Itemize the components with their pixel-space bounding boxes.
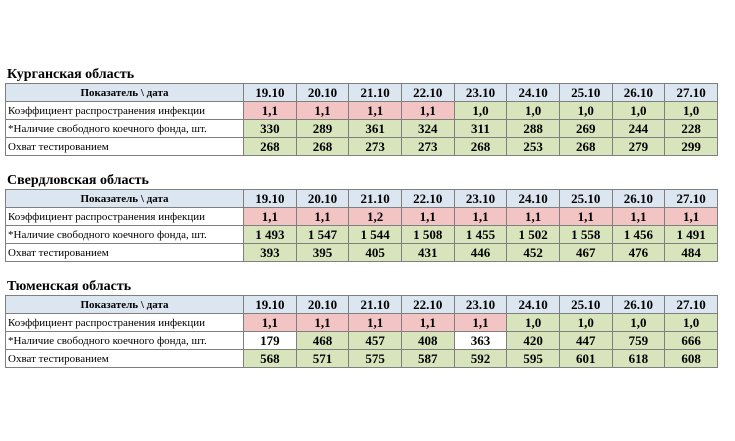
coef-row <box>6 314 718 332</box>
region-title: Тюменская область <box>7 279 132 294</box>
tests-cell: 467 <box>559 244 612 262</box>
tests-cell: 273 <box>401 138 454 156</box>
region-table <box>5 295 718 368</box>
date-cell: 21.10 <box>349 190 402 208</box>
coef-cell: 1,1 <box>401 208 454 226</box>
beds-cell: 244 <box>612 120 665 138</box>
tests-cell: 452 <box>507 244 560 262</box>
date-cell: 23.10 <box>454 296 507 314</box>
beds-cell: 361 <box>349 120 402 138</box>
tests-row <box>6 138 718 156</box>
coef-cell: 1,0 <box>454 102 507 120</box>
coef-cell: 1,1 <box>244 102 297 120</box>
row-label: *Наличие свободного коечного фонда, шт. <box>6 226 244 244</box>
beds-cell: 269 <box>559 120 612 138</box>
beds-cell: 179 <box>244 332 297 350</box>
beds-cell: 666 <box>665 332 718 350</box>
coef-cell: 1,1 <box>454 208 507 226</box>
coef-cell: 1,0 <box>612 102 665 120</box>
beds-cell: 330 <box>244 120 297 138</box>
date-cell: 27.10 <box>665 84 718 102</box>
region-block-2 <box>5 278 718 368</box>
coef-cell: 1,0 <box>507 314 560 332</box>
coef-cell: 1,1 <box>612 208 665 226</box>
beds-cell: 457 <box>349 332 402 350</box>
row-label: Коэффициент распространения инфекции <box>6 314 244 332</box>
coef-cell: 1,2 <box>349 208 402 226</box>
header-label: Показатель \ дата <box>6 190 244 208</box>
beds-cell: 1 544 <box>349 226 402 244</box>
beds-cell: 468 <box>296 332 349 350</box>
date-cell: 22.10 <box>401 296 454 314</box>
date-cell: 19.10 <box>244 296 297 314</box>
coef-cell: 1,1 <box>401 102 454 120</box>
date-cell: 20.10 <box>296 190 349 208</box>
coef-cell: 1,0 <box>665 102 718 120</box>
header-row <box>6 84 718 102</box>
beds-cell: 420 <box>507 332 560 350</box>
tests-cell: 595 <box>507 350 560 368</box>
header-row <box>6 190 718 208</box>
date-cell: 22.10 <box>401 84 454 102</box>
tests-cell: 592 <box>454 350 507 368</box>
tests-cell: 393 <box>244 244 297 262</box>
beds-cell: 363 <box>454 332 507 350</box>
beds-cell: 1 508 <box>401 226 454 244</box>
date-cell: 19.10 <box>244 84 297 102</box>
tests-cell: 395 <box>296 244 349 262</box>
beds-row <box>6 226 718 244</box>
coef-cell: 1,1 <box>296 314 349 332</box>
date-cell: 20.10 <box>296 296 349 314</box>
tests-row <box>6 350 718 368</box>
row-label: Охват тестированием <box>6 138 244 156</box>
row-label: Коэффициент распространения инфекции <box>6 208 244 226</box>
tests-cell: 405 <box>349 244 402 262</box>
header-row <box>6 296 718 314</box>
date-cell: 27.10 <box>665 296 718 314</box>
tests-cell: 608 <box>665 350 718 368</box>
date-cell: 20.10 <box>296 84 349 102</box>
beds-cell: 311 <box>454 120 507 138</box>
date-cell: 26.10 <box>612 190 665 208</box>
date-cell: 23.10 <box>454 84 507 102</box>
date-cell: 25.10 <box>559 190 612 208</box>
header-label: Показатель \ дата <box>6 296 244 314</box>
coef-cell: 1,1 <box>507 208 560 226</box>
coef-cell: 1,0 <box>559 314 612 332</box>
beds-row <box>6 332 718 350</box>
beds-row <box>6 120 718 138</box>
row-label: Охват тестированием <box>6 350 244 368</box>
tests-cell: 268 <box>559 138 612 156</box>
beds-cell: 1 558 <box>559 226 612 244</box>
beds-cell: 1 493 <box>244 226 297 244</box>
tests-cell: 587 <box>401 350 454 368</box>
tests-cell: 279 <box>612 138 665 156</box>
tests-cell: 446 <box>454 244 507 262</box>
beds-cell: 447 <box>559 332 612 350</box>
beds-cell: 1 456 <box>612 226 665 244</box>
coef-cell: 1,1 <box>296 102 349 120</box>
coef-cell: 1,1 <box>401 314 454 332</box>
beds-cell: 1 491 <box>665 226 718 244</box>
tests-cell: 571 <box>296 350 349 368</box>
tests-cell: 299 <box>665 138 718 156</box>
coef-cell: 1,1 <box>665 208 718 226</box>
date-cell: 24.10 <box>507 190 560 208</box>
date-cell: 24.10 <box>507 84 560 102</box>
coef-cell: 1,0 <box>665 314 718 332</box>
tests-cell: 568 <box>244 350 297 368</box>
date-cell: 21.10 <box>349 84 402 102</box>
region-title: Свердловская область <box>7 173 149 188</box>
date-cell: 27.10 <box>665 190 718 208</box>
coef-cell: 1,1 <box>454 314 507 332</box>
tests-cell: 476 <box>612 244 665 262</box>
beds-cell: 288 <box>507 120 560 138</box>
beds-cell: 324 <box>401 120 454 138</box>
beds-cell: 289 <box>296 120 349 138</box>
date-cell: 26.10 <box>612 84 665 102</box>
tests-cell: 253 <box>507 138 560 156</box>
tests-cell: 484 <box>665 244 718 262</box>
row-label: *Наличие свободного коечного фонда, шт. <box>6 332 244 350</box>
tests-cell: 273 <box>349 138 402 156</box>
tests-row <box>6 244 718 262</box>
region-table <box>5 83 718 156</box>
tests-cell: 431 <box>401 244 454 262</box>
row-label: *Наличие свободного коечного фонда, шт. <box>6 120 244 138</box>
beds-cell: 759 <box>612 332 665 350</box>
date-cell: 25.10 <box>559 84 612 102</box>
beds-cell: 1 455 <box>454 226 507 244</box>
region-table <box>5 189 718 262</box>
header-label: Показатель \ дата <box>6 84 244 102</box>
tests-cell: 618 <box>612 350 665 368</box>
beds-cell: 228 <box>665 120 718 138</box>
beds-cell: 408 <box>401 332 454 350</box>
date-cell: 23.10 <box>454 190 507 208</box>
coef-cell: 1,1 <box>559 208 612 226</box>
coef-row <box>6 102 718 120</box>
row-label: Охват тестированием <box>6 244 244 262</box>
row-label: Коэффициент распространения инфекции <box>6 102 244 120</box>
date-cell: 25.10 <box>559 296 612 314</box>
tests-cell: 601 <box>559 350 612 368</box>
date-cell: 19.10 <box>244 190 297 208</box>
coef-cell: 1,1 <box>296 208 349 226</box>
tests-cell: 268 <box>454 138 507 156</box>
tests-cell: 575 <box>349 350 402 368</box>
coef-row <box>6 208 718 226</box>
tests-cell: 268 <box>244 138 297 156</box>
beds-cell: 1 547 <box>296 226 349 244</box>
date-cell: 24.10 <box>507 296 560 314</box>
region-block-0 <box>5 66 718 156</box>
date-cell: 21.10 <box>349 296 402 314</box>
beds-cell: 1 502 <box>507 226 560 244</box>
coef-cell: 1,0 <box>612 314 665 332</box>
coef-cell: 1,1 <box>349 102 402 120</box>
coef-cell: 1,0 <box>507 102 560 120</box>
coef-cell: 1,1 <box>349 314 402 332</box>
coef-cell: 1,0 <box>559 102 612 120</box>
date-cell: 22.10 <box>401 190 454 208</box>
coef-cell: 1,1 <box>244 314 297 332</box>
coef-cell: 1,1 <box>244 208 297 226</box>
region-block-1 <box>5 172 718 262</box>
region-title: Курганская область <box>7 67 135 82</box>
date-cell: 26.10 <box>612 296 665 314</box>
tests-cell: 268 <box>296 138 349 156</box>
